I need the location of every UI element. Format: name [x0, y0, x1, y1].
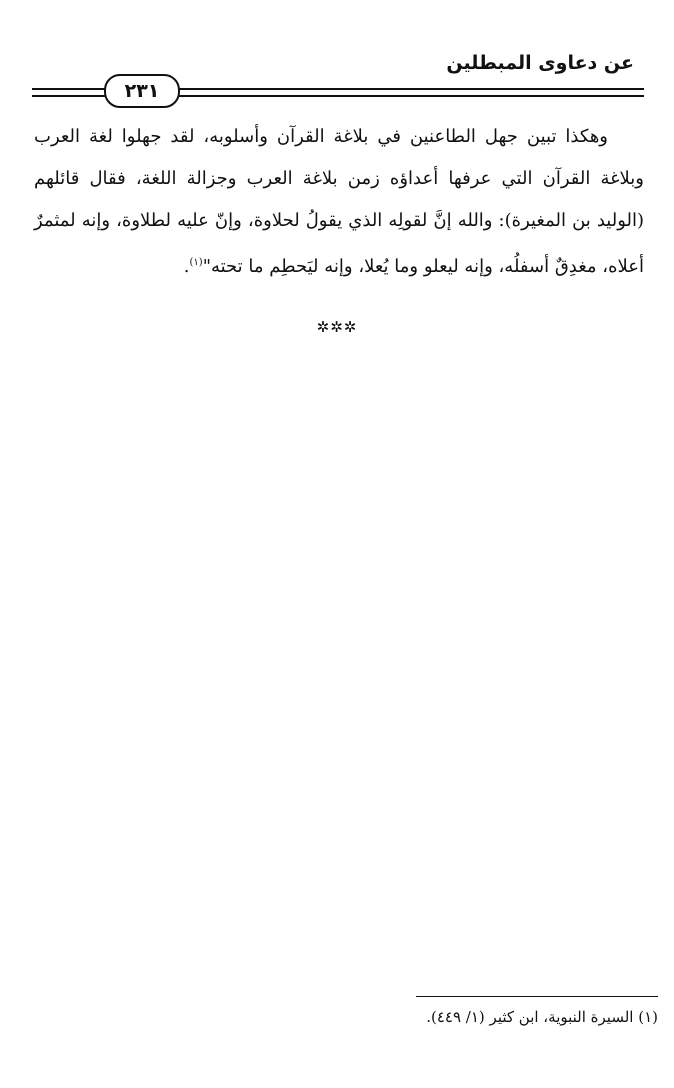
body-paragraph-text: وهكذا تبين جهل الطاعنين في بلاغة القرآن وأسلوبه، لقد جهلوا لغة العرب وبلاغة القرآن التي عرفها أعداؤه زمن بلاغة العرب وجزالة اللغة، فقال قائلهم (الوليد بن المغيرة): والله إنَّ لقولِه الذي يقولُ لحلاوة، وإنّ عليه لطلاوة، وإنه لمثمرٌ أعلاه، مغدِقٌ أسفلُه، وإنه ليعلو وما يُعلا، وإنه ليَحطِم ما تحته"	[34, 126, 645, 277]
running-title: عن دعاوى المبطلين	[446, 52, 634, 74]
page-number: ٢٣١	[124, 80, 160, 102]
footnote-reference[interactable]: (١)	[189, 257, 203, 268]
page-number-badge	[104, 74, 180, 108]
footnote-rule	[416, 996, 658, 997]
section-separator: ✲✲✲	[316, 318, 358, 336]
body-paragraph	[34, 116, 644, 288]
footnote: (١) السيرة النبوية، ابن كثير (١/ ٤٤٩).	[426, 1008, 658, 1026]
body-text	[34, 116, 644, 288]
body-paragraph-end: .	[183, 256, 190, 277]
